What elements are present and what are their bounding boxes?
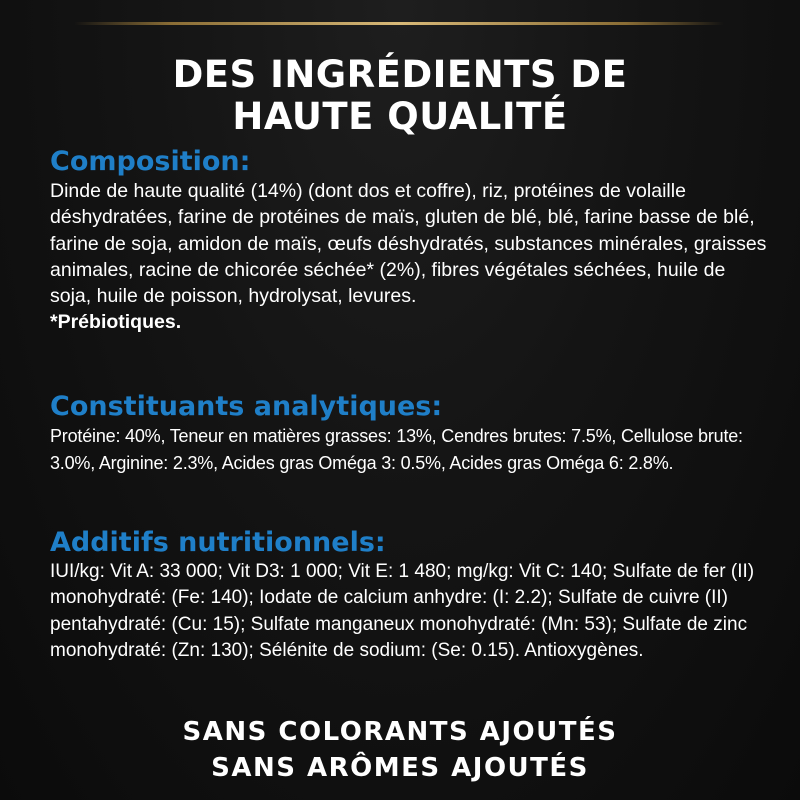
page-title-line-1: DES INGRÉDIENTS DE (172, 53, 628, 96)
page-title (0, 54, 800, 138)
claims-block (0, 714, 800, 786)
nutritional-additives-section (50, 527, 770, 664)
analytical-constituents-section (50, 391, 770, 477)
analytical-constituents-text: Protéine: 40%, Teneur en matières grasses: 13%, Cendres brutes: 7.5%, Cellulose brute: 3.0%, Arginine: 2.3%, Acides gras Oméga 3: 0.5%, Acides gras Oméga 6: 2.8%. (50, 426, 743, 473)
gold-divider-line (74, 22, 724, 25)
nutritional-additives-text: IUI/kg: Vit A: 33 000; Vit D3: 1 000; Vit E: 1 480; mg/kg: Vit C: 140; Sulfate de fer (II) monohydraté: (Fe: 140); Iodate de calcium anhydre: (I: 2.2); Sulfate de cuivre (II) pentahydraté: (Cu: 15); Sulfate manganeux monohydraté: (Mn: 53); Sulfate de zinc monohydraté: (Zn: 130); Sélénite de sodium: (Se: 0.15). Antioxygènes. (50, 561, 755, 661)
prebiotics-note: *Prébiotiques. (50, 311, 182, 334)
claim-no-flavors: SANS ARÔMES AJOUTÉS (211, 753, 589, 783)
page-title-line-2: HAUTE QUALITÉ (232, 95, 568, 138)
analytical-constituents-heading: Constituants analytiques: (50, 391, 443, 422)
claim-no-colorants: SANS COLORANTS AJOUTÉS (182, 717, 618, 747)
composition-heading: Composition: (50, 146, 251, 177)
nutritional-additives-heading: Additifs nutritionnels: (50, 527, 386, 558)
composition-text: Dinde de haute qualité (14%) (dont dos et coffre), riz, protéines de volaille déshydratées, farine de protéines de maïs, gluten de blé, blé, farine basse de blé, farine de soja, amidon de maïs, œufs déshydratés, substances minérales, graisses animales, racine de chicorée séchée* (2%), fibres végétales séchées, huile de soja, huile de poisson, hydrolysat, levures. (50, 180, 767, 308)
composition-section (50, 146, 770, 336)
